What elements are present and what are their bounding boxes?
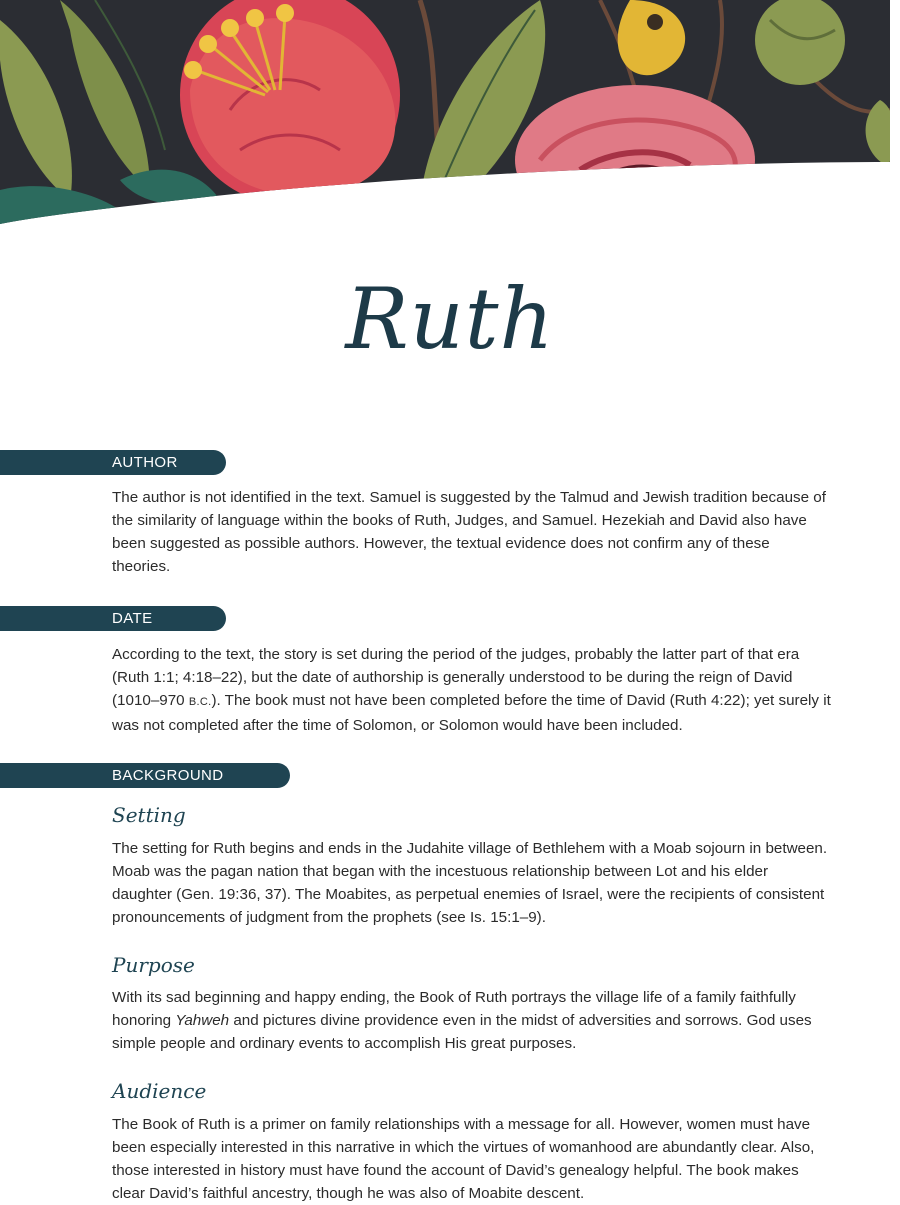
setting-text: The setting for Ruth begins and ends in the Judahite village of Bethlehem with a Moab sojourn in between. Moab was the pagan nation that began with the incestuous relationship between Lot and his elder daughter (Gen. 19:36, 37). The Moabites, as perpetual enemies of Israel, were the recipients of consistent pronouncements of judgment from the prophets (see Is. 15:1–9). bbox=[112, 840, 828, 926]
date-text-part-a: According to the text, the story is set during the period of the judges, probably the latter part of that era (Ruth 1:1; 4:18–22), but the date of authorship is generally understood to be during the reign of David (1010–970 bbox=[112, 646, 800, 709]
author-paragraph bbox=[112, 486, 832, 578]
section-heading-date: DATE bbox=[0, 606, 226, 631]
subheading-audience: Audience bbox=[112, 1079, 207, 1103]
purpose-emphasis: Yahweh bbox=[175, 1012, 230, 1029]
audience-paragraph bbox=[112, 1113, 832, 1205]
date-paragraph bbox=[112, 643, 832, 737]
purpose-paragraph bbox=[112, 986, 832, 1055]
purpose-text-part-a: With its sad beginning and happy ending, the Book of Ruth portrays the village life of a family faithfully honoring bbox=[112, 989, 796, 1029]
purpose-text-part-b: and pictures divine providence even in the midst of adversities and sorrows. God uses simple people and ordinary events to accomplish His great purposes. bbox=[112, 1012, 812, 1052]
date-text-part-b: ). The book must not have been completed before the time of David (Ruth 4:22); yet surely it was not completed after the time of Solomon, or Solomon would have been included. bbox=[112, 692, 831, 734]
audience-text: The Book of Ruth is a primer on family relationships with a message for all. However, women must have been especially interested in this narrative in which the virtues of womanhood are abundantly clear. Also, those interested in history must have found the account of David’s genealogy helpful. The book makes clear David’s faithful ancestry, though he was also of Moabite descent. bbox=[112, 1116, 815, 1202]
page-title: Ruth bbox=[345, 270, 555, 368]
section-heading-author: AUTHOR bbox=[0, 450, 226, 475]
subheading-purpose: Purpose bbox=[112, 953, 195, 977]
floral-banner bbox=[0, 0, 900, 230]
author-text: The author is not identified in the text. Samuel is suggested by the Talmud and Jewish tradition because of the similarity of language within the books of Ruth, Judges, and Samuel. Hezekiah and David also have been suggested as possible authors. However, the textual evidence does not confirm any of these theories. bbox=[112, 489, 826, 575]
subheading-setting: Setting bbox=[112, 803, 186, 827]
date-era-abbrev: B.C. bbox=[188, 696, 212, 708]
section-heading-background: BACKGROUND bbox=[0, 763, 290, 788]
floral-banner-illustration bbox=[0, 0, 900, 230]
setting-paragraph bbox=[112, 837, 832, 929]
